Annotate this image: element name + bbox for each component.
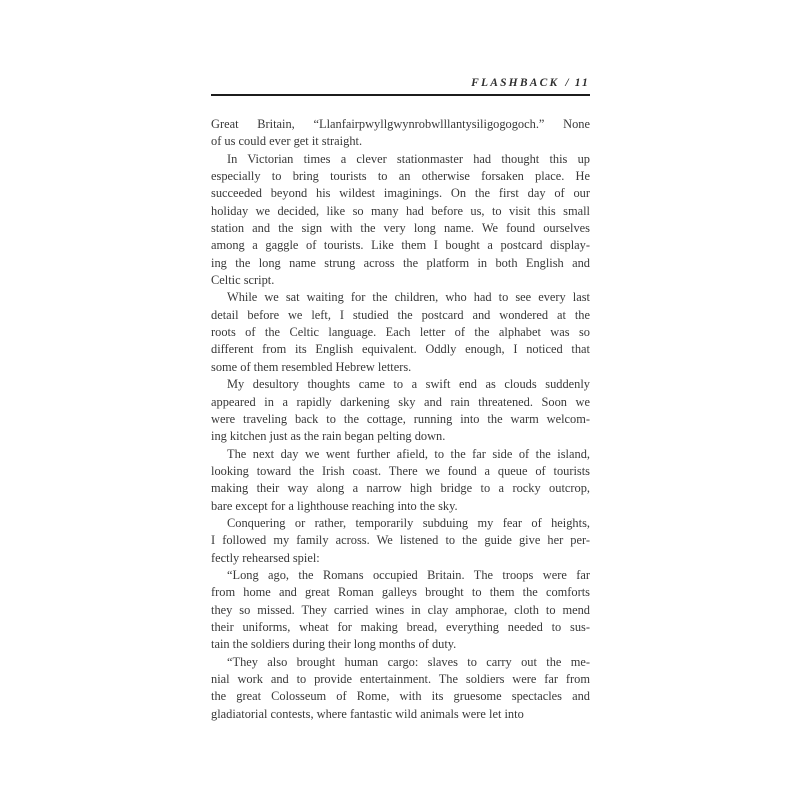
text-line: My desultory thoughts came to a swift end as clouds suddenly	[227, 377, 590, 392]
paragraph	[211, 116, 590, 151]
text-line: station and the sign with the very long name. We found ourselves	[211, 221, 590, 236]
running-head-title: FLASHBACK	[471, 77, 560, 89]
text-line: were traveling back to the cottage, running into the warm welcom-	[211, 411, 590, 426]
text-line: bare except for a lighthouse reaching into the sky.	[211, 498, 458, 513]
paragraph	[211, 376, 590, 445]
text-line: appeared in a rapidly darkening sky and rain threatened. Soon we	[211, 394, 590, 409]
paragraph	[211, 654, 590, 723]
text-line: especially to bring tourists to an otherwise forsaken place. He	[211, 169, 590, 184]
page-body	[211, 116, 590, 723]
text-line: In Victorian times a clever stationmaster had thought this up	[227, 151, 590, 166]
text-line: fectly rehearsed spiel:	[211, 550, 320, 565]
header-rule	[211, 94, 590, 96]
text-line: “Long ago, the Romans occupied Britain. The troops were far	[227, 567, 590, 582]
text-line: of us could ever get it straight.	[211, 134, 363, 149]
text-line: ing kitchen just as the rain began pelting down.	[211, 429, 446, 444]
text-line: While we sat waiting for the children, who had to see every last	[227, 290, 590, 305]
paragraph	[211, 446, 590, 515]
paragraph	[211, 515, 590, 567]
text-line: among a gaggle of tourists. Like them I bought a postcard display-	[211, 238, 590, 253]
text-line: different from its English equivalent. Oddly enough, I noticed that	[211, 342, 590, 357]
page-header	[211, 77, 590, 89]
page-number: 11	[574, 77, 590, 89]
text-line: tain the soldiers during their long months of duty.	[211, 637, 457, 652]
text-line: Great Britain, “Llanfairpwyllgwynrobwlllantysiligogogoch.” None	[211, 117, 590, 131]
text-line: looking toward the Irish coast. There we found a queue of tourists	[211, 463, 590, 478]
text-line: succeeded beyond his wildest imaginings. On the first day of our	[211, 186, 590, 201]
text-line: their uniforms, wheat for making bread, everything needed to sus-	[211, 619, 590, 634]
text-line: The next day we went further afield, to the far side of the island,	[227, 446, 590, 461]
paragraph	[211, 289, 590, 376]
text-line: making their way along a narrow high bridge to a rocky outcrop,	[211, 481, 590, 496]
text-line: Celtic script.	[211, 273, 275, 288]
running-head-separator: /	[565, 77, 571, 89]
text-line: I followed my family across. We listened to the guide give her per-	[211, 533, 590, 548]
text-line: detail before we left, I studied the postcard and wondered at the	[211, 307, 590, 322]
text-line: Conquering or rather, temporarily subduing my fear of heights,	[227, 515, 590, 530]
text-line: nial work and to provide entertainment. The soldiers were far from	[211, 672, 590, 686]
text-line: some of them resembled Hebrew letters.	[211, 359, 412, 374]
text-line: ing the long name strung across the platform in both English and	[211, 255, 590, 270]
text-line: from home and great Roman galleys brought to them the comforts	[211, 585, 590, 600]
text-line: they so missed. They carried wines in clay amphorae, cloth to mend	[211, 602, 590, 617]
paragraph	[211, 567, 590, 654]
paragraph	[211, 151, 590, 290]
text-line: the great Colosseum of Rome, with its gruesome spectacles and	[211, 689, 590, 704]
text-line: holiday we decided, like so many had before us, to visit this small	[211, 203, 590, 218]
text-line: gladiatorial contests, where fantastic wild animals were let into	[211, 706, 524, 721]
text-line: “They also brought human cargo: slaves to carry out the me-	[227, 654, 590, 669]
text-line: roots of the Celtic language. Each letter of the alphabet was so	[211, 325, 590, 340]
